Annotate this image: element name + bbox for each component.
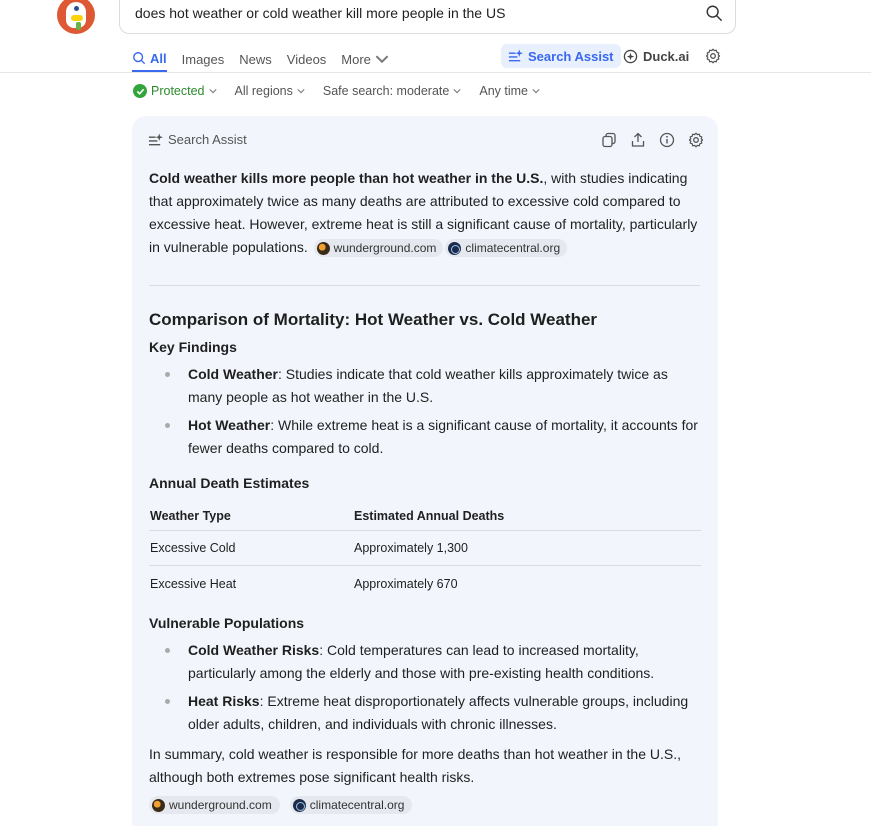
table-cell: Excessive Heat [150,576,237,591]
table-row [149,531,701,566]
table-header-row [149,501,701,531]
intro-bold: Cold weather kills more people than hot weather in the U.S. [149,170,544,186]
protection-filter[interactable] [133,84,217,98]
search-icon [132,51,146,65]
tab-images[interactable] [182,46,225,72]
duck-ai-icon [623,49,638,64]
source-label: wunderground.com [333,241,437,256]
table-cell: Approximately 670 [354,576,458,591]
logo-duck-tie [76,22,81,30]
section-divider [149,285,700,286]
chevron-down-icon [375,52,389,66]
logo-duck-eye [74,6,79,11]
settings-gear-icon[interactable] [688,132,704,148]
tab-label: More [341,51,371,67]
source-label: climatecentral.org [309,798,405,812]
panel-toolbar [601,132,704,148]
climatecentral-favicon [448,242,461,255]
search-assist-panel [132,116,718,826]
search-box[interactable] [119,0,736,34]
column-header: Estimated Annual Deaths [354,508,505,523]
settings-gear-icon[interactable] [705,48,721,64]
answer-summary: In summary, cold weather is responsible for more deaths than hot weather in the U.S., although both extremes pose significant health risks. [149,746,681,785]
tab-label: Images [181,51,225,67]
climatecentral-favicon [293,799,306,812]
nav-divider [0,72,871,73]
tab-all[interactable] [132,46,167,72]
search-assist-icon [148,133,163,147]
panel-header [148,132,247,147]
duckduckgo-logo[interactable] [57,0,95,34]
death-estimates-table [149,501,701,601]
item-text: : While extreme heat is a significant cause of mortality, it accounts for fewer deaths compared to cold. [188,417,698,456]
info-icon[interactable] [659,132,675,148]
region-filter[interactable] [235,84,305,98]
item-bold: Heat Risks [188,693,260,709]
item-bold: Hot Weather [188,417,271,433]
source-label: wunderground.com [169,798,272,812]
vulnerable-heading: Vulnerable Populations [149,615,305,631]
list-item [149,414,701,459]
region-label: All regions [234,84,293,98]
search-assist-label: Search Assist [528,48,614,64]
share-icon[interactable] [630,132,646,148]
search-assist-icon [508,49,523,63]
search-tabs [132,46,404,72]
safe-search-label: Safe search: moderate [322,84,450,98]
list-item [149,363,701,408]
source-chip-climatecentral[interactable] [290,796,413,814]
item-bold: Cold Weather [188,366,278,382]
estimates-heading: Annual Death Estimates [149,475,310,491]
wunderground-favicon [152,799,165,812]
item-text: : Cold temperatures can lead to increased mortality, particularly among the elderly and those with pre-existing health conditions. [188,642,655,681]
chevron-down-icon [297,87,305,95]
tab-news[interactable] [239,46,272,72]
source-label: climatecentral.org [465,241,561,256]
search-input[interactable]: does hot weather or cold weather kill more people in the US [135,5,506,21]
item-text: : Studies indicate that cold weather kills approximately twice as many people as hot weather in the U.S. [188,366,668,405]
protected-label: Protected [151,84,205,98]
chevron-down-icon [453,87,461,95]
table-cell: Approximately 1,300 [354,541,468,555]
search-icon[interactable] [705,4,723,22]
tab-label: Videos [286,51,327,67]
panel-title: Search Assist [168,132,247,147]
search-assist-button[interactable] [501,44,621,68]
table-row [149,566,701,601]
copy-icon[interactable] [601,132,617,148]
duck-ai-label: Duck.ai [643,48,690,64]
assist-intro [149,167,701,259]
list-item [149,639,701,684]
key-findings-list [149,363,701,465]
list-item [149,690,701,735]
column-header: Weather Type [150,508,231,523]
source-chip-wunderground[interactable] [314,239,444,257]
time-filter[interactable] [479,84,540,98]
chevron-down-icon [532,87,540,95]
item-text: : Extreme heat disproportionately affects vulnerable groups, including older adults, children, and individuals with chronic illnesses. [188,693,689,732]
source-chip-climatecentral[interactable] [445,239,567,257]
filter-bar [133,84,558,98]
source-chip-wunderground[interactable] [149,796,280,814]
key-findings-heading: Key Findings [149,339,237,355]
logo-duck-beak [71,15,83,21]
source-list [149,796,412,814]
chevron-down-icon [209,87,217,95]
duck-ai-button[interactable] [623,44,689,68]
tab-label: All [150,50,167,66]
answer-title: Comparison of Mortality: Hot Weather vs. Cold Weather [149,310,598,329]
table-cell: Excessive Cold [150,541,236,555]
wunderground-favicon [317,242,330,255]
time-label: Any time [479,84,528,98]
tab-videos[interactable] [287,46,327,72]
check-circle-icon [133,84,147,98]
tab-more[interactable] [341,46,389,72]
tab-label: News [239,51,272,67]
item-bold: Cold Weather Risks [188,642,320,658]
safe-search-filter[interactable] [323,84,461,98]
intro-text: , with studies indicating that approximately twice as many deaths are attributed to excessive cold compared to excessive heat. However, extreme heat is still a significant cause of mortality, particularly in vulnerable populations. [149,170,698,255]
vulnerable-list [149,639,701,741]
